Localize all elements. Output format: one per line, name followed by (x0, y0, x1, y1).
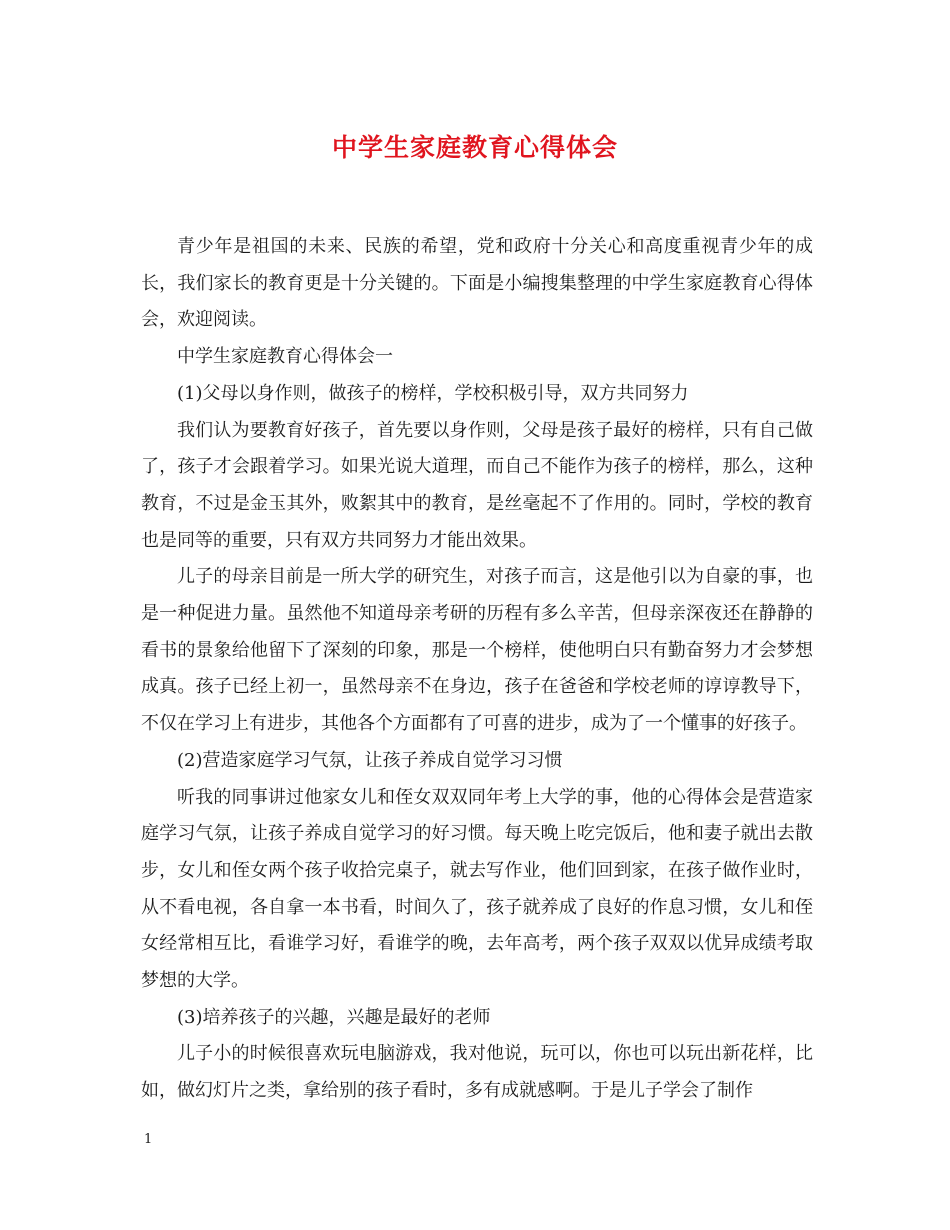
page-number: 1 (144, 1132, 153, 1147)
paragraph: 我们认为要教育好孩子，首先要以身作则，父母是孩子最好的榜样，只有自己做了，孩子才会跟着学习。如果光说大道理，而自己不能作为孩子的榜样，那么，这种教育，不过是金玉其外，败絮其中的教育，是丝毫起不了作用的。同时，学校的教育也是同等的重要，只有双方共同努力才能出效果。 (141, 419, 813, 551)
section-heading: 中学生家庭教育心得体会一 (177, 346, 393, 368)
document-body (141, 229, 813, 1110)
subheading-3: (3)培养孩子的兴趣，兴趣是最好的老师 (177, 1006, 491, 1028)
subheading-1: (1)父母以身作则，做孩子的榜样，学校积极引导，双方共同努力 (177, 382, 689, 404)
document-title: 中学生家庭教育心得体会 (331, 133, 618, 162)
paragraph-intro: 青少年是祖国的未来、民族的希望，党和政府十分关心和高度重视青少年的成长，我们家长的教育更是十分关键的。下面是小编搜集整理的中学生家庭教育心得体会，欢迎阅读。 (141, 236, 813, 331)
paragraph: 听我的同事讲过他家女儿和侄女双双同年考上大学的事，他的心得体会是营造家庭学习气氛，让孩子养成自觉学习的好习惯。每天晚上吃完饭后，他和妻子就出去散步，女儿和侄女两个孩子收拾完桌子，就去写作业，他们回到家，在孩子做作业时，从不看电视，各自拿一本书看，时间久了，孩子就养成了良好的作息习惯，女儿和侄女经常相互比，看谁学习好，看谁学的晚，去年高考，两个孩子双双以优异成绩考取梦想的大学。 (141, 786, 813, 992)
subheading-2: (2)营造家庭学习气氛，让孩子养成自觉学习习惯 (177, 749, 563, 771)
paragraph: 儿子的母亲目前是一所大学的研究生，对孩子而言，这是他引以为自豪的事，也是一种促进力量。虽然他不知道母亲考研的历程有多么辛苦，但母亲深夜还在静静的看书的景象给他留下了深刻的印象，那是一个榜样，使他明白只有勤奋努力才会梦想成真。孩子已经上初一，虽然母亲不在身边，孩子在爸爸和学校老师的谆谆教导下，不仅在学习上有进步，其他各个方面都有了可喜的进步，成为了一个懂事的好孩子。 (141, 566, 813, 735)
paragraph: 儿子小的时候很喜欢玩电脑游戏，我对他说，玩可以，你也可以玩出新花样，比如，做幻灯片之类，拿给别的孩子看时，多有成就感啊。于是儿子学会了制作 (141, 1043, 813, 1102)
